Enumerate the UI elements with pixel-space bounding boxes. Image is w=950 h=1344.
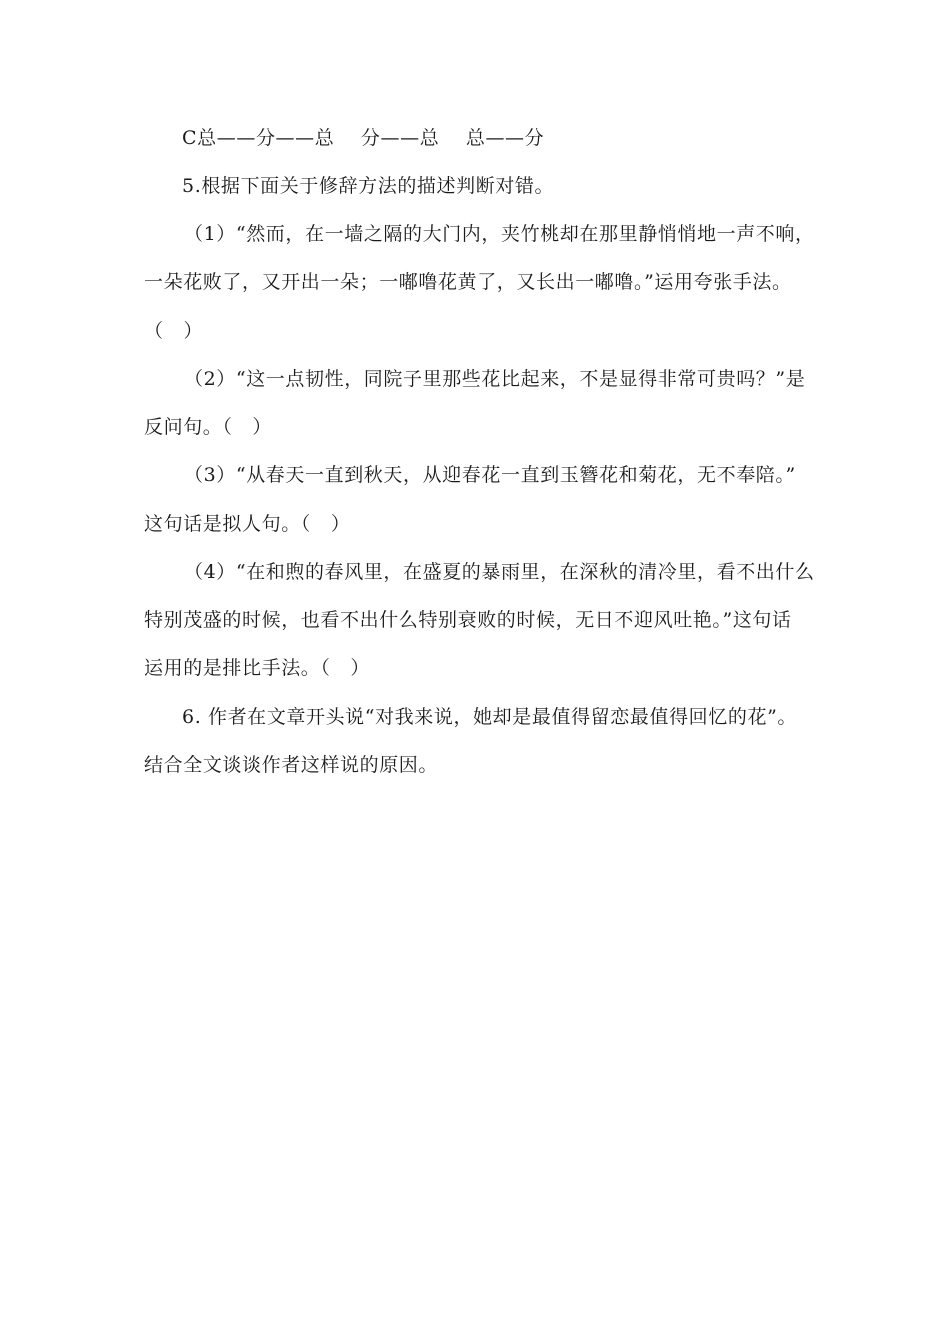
- item-2-line-2: 反问句。（ ）: [144, 416, 273, 438]
- question-6-line-1: 6. 作者在文章开头说“对我来说，她却是最值得留恋最值得回忆的花”。: [182, 706, 797, 728]
- question-6-line-2: 结合全文谈谈作者这样说的原因。: [144, 754, 439, 776]
- item-3-line-1: （3）“从春天一直到秋天，从迎春花一直到玉簪花和菊花，无不奉陪。”: [184, 464, 796, 486]
- option-c-line: C总——分——总 分——总 总——分: [182, 127, 545, 149]
- item-4-line-2: 特别茂盛的时候，也看不出什么特别衰败的时候，无日不迎风吐艳。”这句话: [144, 609, 792, 631]
- item-1-answer-blank: （ ）: [144, 320, 204, 342]
- question-5-heading: 5.根据下面关于修辞方法的描述判断对错。: [182, 175, 555, 197]
- item-2-line-1: （2）“这一点韧性，同院子里那些花比起来，不是显得非常可贵吗？”是: [184, 368, 806, 390]
- item-3-line-2: 这句话是拟人句。（ ）: [144, 513, 351, 535]
- item-1-line-1: （1）“然而，在一墙之隔的大门内，夹竹桃却在那里静悄悄地一声不响，: [184, 223, 815, 245]
- item-1-line-2: 一朵花败了，又开出一朵；一嘟噜花黄了，又长出一嘟噜。”运用夸张手法。: [144, 271, 792, 293]
- item-4-line-3: 运用的是排比手法。（ ）: [144, 657, 371, 679]
- item-4-line-1: （4）“在和煦的春风里，在盛夏的暴雨里，在深秋的清冷里，看不出什么: [184, 561, 815, 583]
